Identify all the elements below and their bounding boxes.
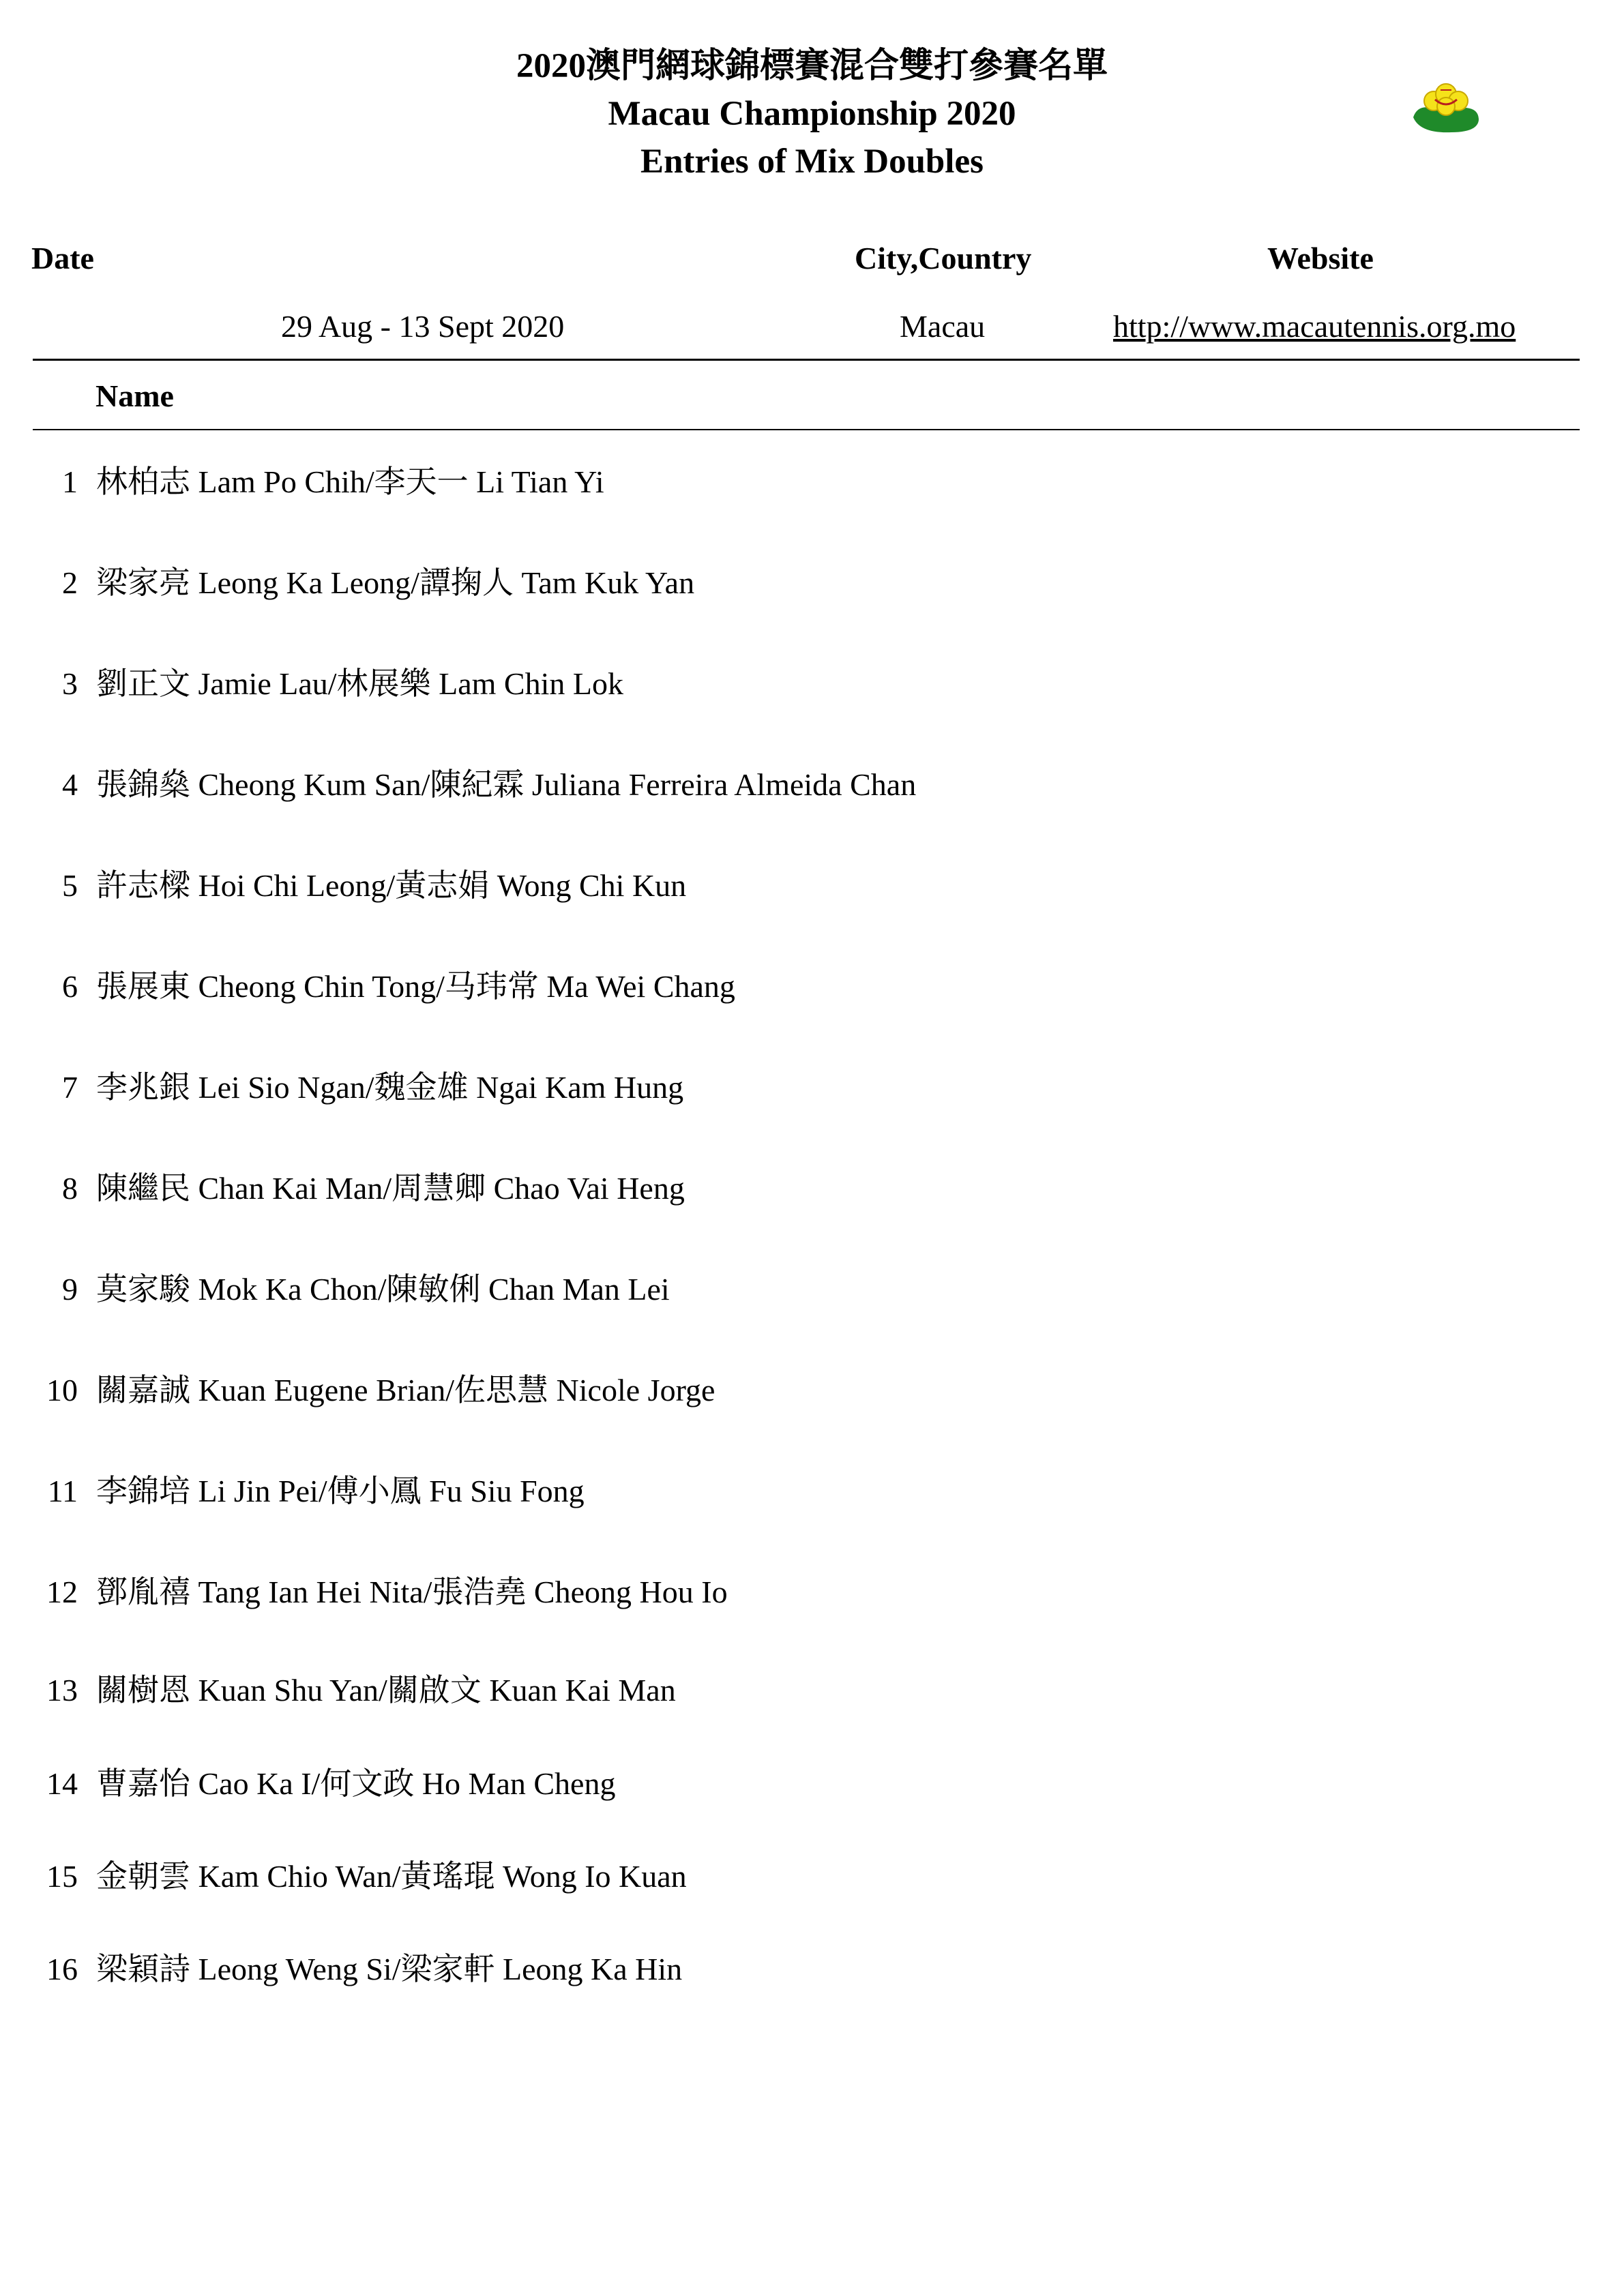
- entry-name: 張展東 Cheong Chin Tong/马玮常 Ma Wei Chang: [96, 969, 735, 1004]
- name-column-header: Name: [95, 378, 174, 413]
- list-item: [33, 664, 623, 704]
- entry-name: 張錦燊 Cheong Kum San/陳紀霖 Juliana Ferreira Almeida Chan: [96, 767, 917, 802]
- title-english: Macau Championship 2020: [608, 95, 1016, 133]
- list-item: [33, 764, 916, 805]
- date-value: 29 Aug - 13 Sept 2020: [281, 309, 565, 344]
- list-item: [33, 1168, 685, 1209]
- list-item: [33, 865, 686, 906]
- entry-number: 7: [62, 1070, 78, 1105]
- entry-name: 陳繼民 Chan Kai Man/周慧卿 Chao Vai Heng: [96, 1171, 685, 1206]
- header-divider: [33, 359, 1580, 361]
- entry-number: 5: [62, 868, 78, 903]
- entry-number: 13: [46, 1673, 78, 1708]
- list-item: [33, 1370, 715, 1411]
- city-country-label: City,Country: [855, 241, 1032, 275]
- entry-number: 16: [46, 1952, 78, 1986]
- entry-number: 15: [46, 1859, 78, 1894]
- entry-number: 12: [46, 1575, 78, 1609]
- entry-name: 林柏志 Lam Po Chih/李天一 Li Tian Yi: [96, 464, 604, 499]
- list-item: [33, 1067, 683, 1108]
- entry-number: 14: [46, 1766, 78, 1801]
- website-label: Website: [1267, 241, 1374, 275]
- list-item: [33, 462, 604, 503]
- entry-number: 11: [47, 1474, 78, 1508]
- entry-name: 梁穎詩 Leong Weng Si/梁家軒 Leong Ka Hin: [96, 1952, 683, 1986]
- list-item: [33, 1856, 687, 1897]
- list-item: [33, 1471, 585, 1512]
- list-item: [33, 1670, 676, 1711]
- entry-name: 曹嘉怡 Cao Ka I/何文政 Ho Man Cheng: [96, 1766, 616, 1801]
- list-item: [33, 1572, 728, 1613]
- entry-number: 10: [46, 1373, 78, 1407]
- entry-name: 梁家亮 Leong Ka Leong/譚掬人 Tam Kuk Yan: [96, 565, 695, 600]
- list-item: [33, 966, 735, 1007]
- tennis-association-logo-icon: [1411, 78, 1481, 135]
- list-item: [33, 563, 694, 603]
- entry-name: 關樹恩 Kuan Shu Yan/關啟文 Kuan Kai Man: [96, 1673, 676, 1708]
- entry-number: 9: [62, 1272, 78, 1307]
- entry-name: 金朝雲 Kam Chio Wan/黃瑤琨 Wong Io Kuan: [96, 1859, 687, 1894]
- entry-name: 關嘉誠 Kuan Eugene Brian/佐思慧 Nicole Jorge: [96, 1373, 715, 1407]
- entry-number: 1: [62, 464, 78, 499]
- entry-name: 劉正文 Jamie Lau/林展樂 Lam Chin Lok: [96, 666, 623, 701]
- website-link[interactable]: http://www.macautennis.org.mo: [1113, 309, 1516, 344]
- subtitle-entries: Entries of Mix Doubles: [640, 143, 984, 181]
- entry-number: 3: [62, 666, 78, 701]
- entry-name: 李錦培 Li Jin Pei/傅小鳳 Fu Siu Fong: [96, 1474, 585, 1508]
- table-header-divider: [33, 429, 1580, 430]
- date-label: Date: [31, 241, 94, 275]
- entry-number: 4: [62, 767, 78, 802]
- entry-name: 莫家駿 Mok Ka Chon/陳敏俐 Chan Man Lei: [96, 1272, 670, 1307]
- list-item: [33, 1763, 615, 1804]
- entry-number: 2: [62, 565, 78, 600]
- list-item: [33, 1949, 682, 1990]
- entry-number: 8: [62, 1171, 78, 1206]
- list-item: [33, 1269, 670, 1310]
- city-value: Macau: [900, 309, 986, 344]
- entry-name: 許志樑 Hoi Chi Leong/黃志娟 Wong Chi Kun: [96, 868, 687, 903]
- entry-name: 鄧胤禧 Tang Ian Hei Nita/張浩堯 Cheong Hou Io: [96, 1575, 728, 1609]
- title-chinese: 2020澳門網球錦標賽混合雙打參賽名單: [516, 47, 1108, 85]
- entry-number: 6: [62, 969, 78, 1004]
- entry-name: 李兆銀 Lei Sio Ngan/魏金雄 Ngai Kam Hung: [96, 1070, 684, 1105]
- document-title: [0, 42, 1624, 185]
